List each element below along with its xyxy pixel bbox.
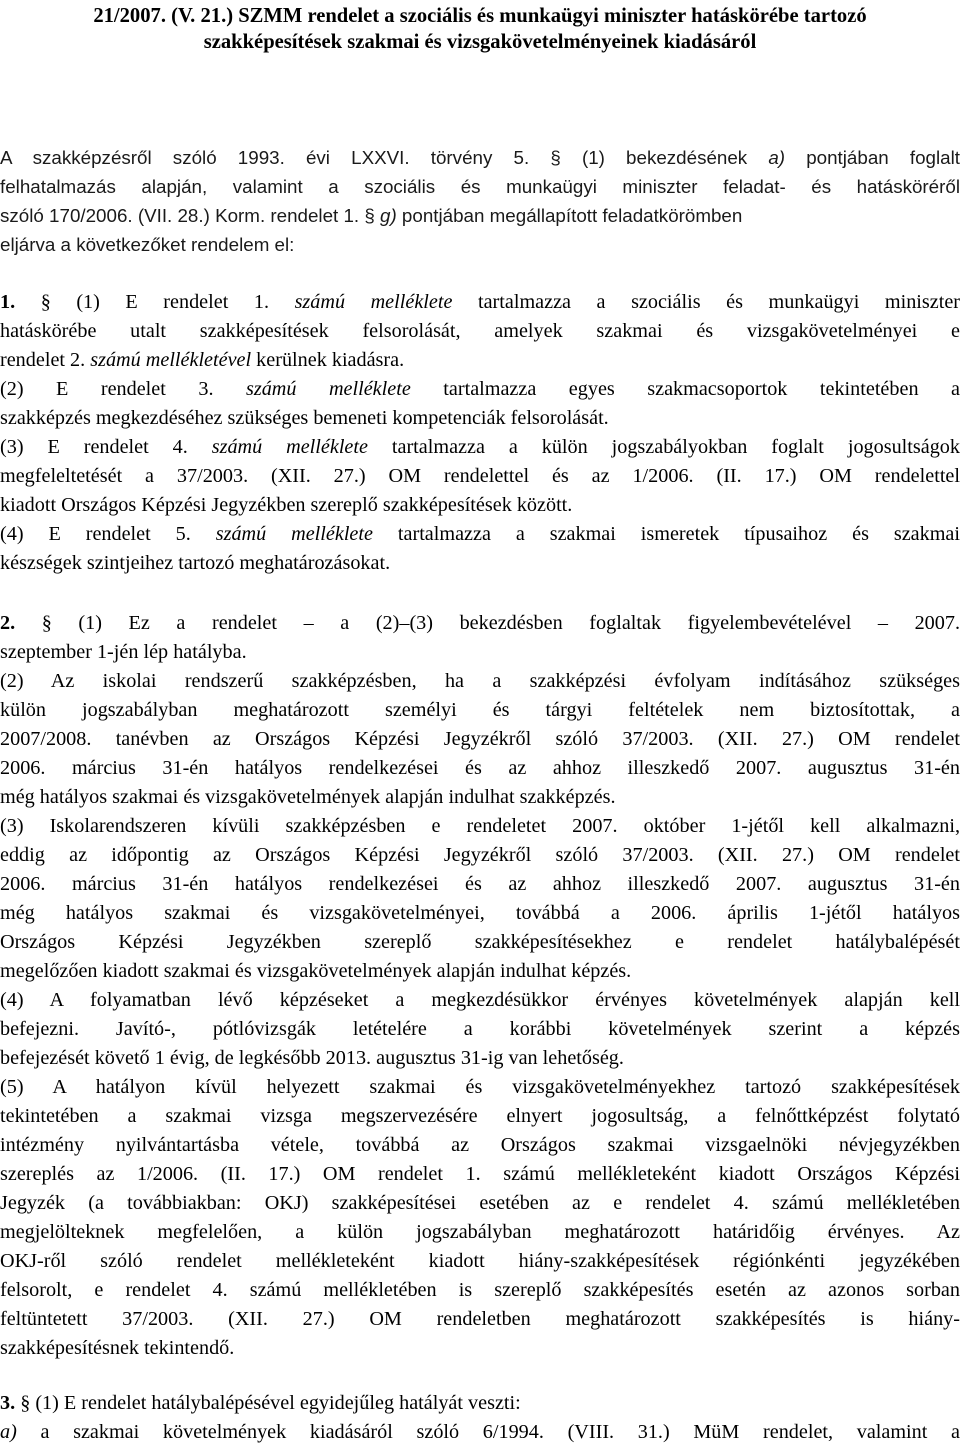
section-1-line: (3) E rendelet 4. számú melléklete tartalmazza a külön jogszabályokban foglalt jogosultságok bbox=[0, 436, 960, 458]
section-3-line: 3. § (1) E rendelet hatálybalépésével egyidejűleg hatályát veszti: bbox=[0, 1392, 521, 1414]
section-1-line: 1. § (1) E rendelet 1. számú melléklete tartalmazza a szociális és munkaügyi miniszter bbox=[0, 291, 960, 313]
section-1 bbox=[0, 288, 960, 578]
section-3-line: a) a szakmai követelmények kiadásáról szóló 6/1994. (VIII. 31.) MüM rendelet, valamint a bbox=[0, 1421, 960, 1443]
section-2-line: eddig az időpontig az Országos Képzési Jegyzékről szóló 37/2003. (XII. 27.) OM rendelet bbox=[0, 844, 960, 866]
section-number: 2. bbox=[0, 612, 16, 634]
section-1-line: (2) E rendelet 3. számú melléklete tartalmazza egyes szakmacsoportok tekintetében a bbox=[0, 378, 960, 400]
section-2-line: (4) A folyamatban lévő képzéseket a megkezdésükkor érvényes követelmények alapján kell bbox=[0, 989, 960, 1011]
section-1-line: (4) E rendelet 5. számú melléklete tartalmazza a szakmai ismeretek típusaihoz és szakmai bbox=[0, 523, 960, 545]
section-2-line: (5) A hatályon kívül helyezett szakmai és vizsgakövetelményekhez tartozó szakképesítések bbox=[0, 1076, 960, 1098]
section-2-line: szereplés az 1/2006. (II. 17.) OM rendelet 1. számú mellékleteként kiadott Országos Képzési bbox=[0, 1163, 960, 1185]
section-1-line: készségek szintjeihez tartozó meghatározásokat. bbox=[0, 552, 391, 574]
section-2-line: még hatályos szakmai és vizsgakövetelményei, továbbá a 2006. április 1-jétől hatályos bbox=[0, 902, 960, 924]
section-2-line: OKJ-ről szóló rendelet mellékleteként kiadott hiány-szakképesítések régiónkénti jegyzékében bbox=[0, 1250, 960, 1272]
preamble-line: szóló 170/2006. (VII. 28.) Korm. rendelet 1. § g) pontjában megállapított feladatkörömben bbox=[0, 205, 743, 226]
section-1-line: hatáskörébe utalt szakképesítések felsorolását, amelyek szakmai és vizsgakövetelményei e bbox=[0, 320, 960, 342]
section-2-line: 2006. március 31-én hatályos rendelkezései és az ahhoz illeszkedő 2007. augusztus 31-én bbox=[0, 873, 960, 895]
section-2-line: tekintetében a szakmai vizsga megszervezésére elnyert jogosultság, a felnőttképzést folytató bbox=[0, 1105, 960, 1127]
section-3 bbox=[0, 1389, 960, 1447]
title-line-1: 21/2007. (V. 21.) SZMM rendelet a szociális és munkaügyi miniszter hatáskörébe tartozó bbox=[93, 5, 867, 27]
section-2 bbox=[0, 609, 960, 1363]
section-2-line: feltüntetett 37/2003. (XII. 27.) OM rendeletben meghatározott szakképesítés is hiány- bbox=[0, 1308, 960, 1330]
section-2-line: Országos Képzési Jegyzékben szereplő szakképesítésekhez e rendelet hatálybalépését bbox=[0, 931, 960, 953]
section-1-line: kiadott Országos Képzési Jegyzékben szereplő szakképesítések között. bbox=[0, 494, 573, 516]
preamble-line: eljárva a következőket rendelem el: bbox=[0, 234, 295, 255]
preamble bbox=[0, 143, 960, 259]
section-2-line: megelőzően kiadott szakmai és vizsgakövetelmények alapján indulhat képzés. bbox=[0, 960, 632, 982]
preamble-line: A szakképzésről szóló 1993. évi LXXVI. törvény 5. § (1) bekezdésének a) pontjában foglalt bbox=[0, 147, 960, 168]
section-2-line: (2) Az iskolai rendszerű szakképzésben, ha a szakképzési évfolyam indításához szükséges bbox=[0, 670, 960, 692]
section-1-line: szakképzés megkezdéséhez szükséges bemeneti kompetenciák felsorolását. bbox=[0, 407, 609, 429]
section-2-line: 2. § (1) Ez a rendelet – a (2)–(3) bekezdésben foglaltak figyelembevételével – 2007. bbox=[0, 612, 960, 634]
section-1-line: rendelet 2. számú mellékletével kerülnek kiadásra. bbox=[0, 349, 405, 371]
section-2-line: még hatályos szakmai és vizsgakövetelmények alapján indulhat szakképzés. bbox=[0, 786, 616, 808]
section-2-line: befejezni. Javító-, pótlóvizsgák letételére a korábbi követelmények szerint a képzés bbox=[0, 1018, 960, 1040]
section-2-line: külön jogszabályban meghatározott személyi és tárgyi feltételek nem biztosítottak, a bbox=[0, 699, 960, 721]
section-2-line: intézmény nyilvántartásba vétele, továbbá az Országos szakmai vizsgaelnöki névjegyzékben bbox=[0, 1134, 960, 1156]
section-number: 3. bbox=[0, 1392, 16, 1414]
title-line-2: szakképesítések szakmai és vizsgakövetelményeinek kiadásáról bbox=[203, 31, 757, 53]
document-title bbox=[0, 3, 960, 55]
preamble-line: felhatalmazás alapján, valamint a szociális és munkaügyi miniszter feladat- és hatásköréről bbox=[0, 176, 960, 197]
section-2-line: befejezését követő 1 évig, de legkésőbb 2013. augusztus 31-ig van lehetőség. bbox=[0, 1047, 624, 1069]
section-2-line: megjelölteknek megfelelően, a külön jogszabályban meghatározott határidőig érvényes. Az bbox=[0, 1221, 960, 1243]
section-2-line: felsorolt, e rendelet 4. számú mellékletében is szereplő szakképesítés esetén az azonos sorban bbox=[0, 1279, 960, 1301]
section-2-line: szakképesítésnek tekintendő. bbox=[0, 1337, 235, 1359]
section-1-line: megfeleltetését a 37/2003. (XII. 27.) OM rendelettel és az 1/2006. (II. 17.) OM rendelettel bbox=[0, 465, 960, 487]
section-2-line: 2007/2008. tanévben az Országos Képzési Jegyzékről szóló 37/2003. (XII. 27.) OM rendelet bbox=[0, 728, 960, 750]
section-2-line: 2006. március 31-én hatályos rendelkezései és az ahhoz illeszkedő 2007. augusztus 31-én bbox=[0, 757, 960, 779]
section-2-line: Jegyzék (a továbbiakban: OKJ) szakképesítései esetében az e rendelet 4. számú mellékletében bbox=[0, 1192, 960, 1214]
section-2-line: (3) Iskolarendszeren kívüli szakképzésben e rendeletet 2007. október 1-jétől kell alkalmazni, bbox=[0, 815, 960, 837]
section-number: 1. bbox=[0, 291, 16, 313]
section-2-line: szeptember 1-jén lép hatályba. bbox=[0, 641, 247, 663]
